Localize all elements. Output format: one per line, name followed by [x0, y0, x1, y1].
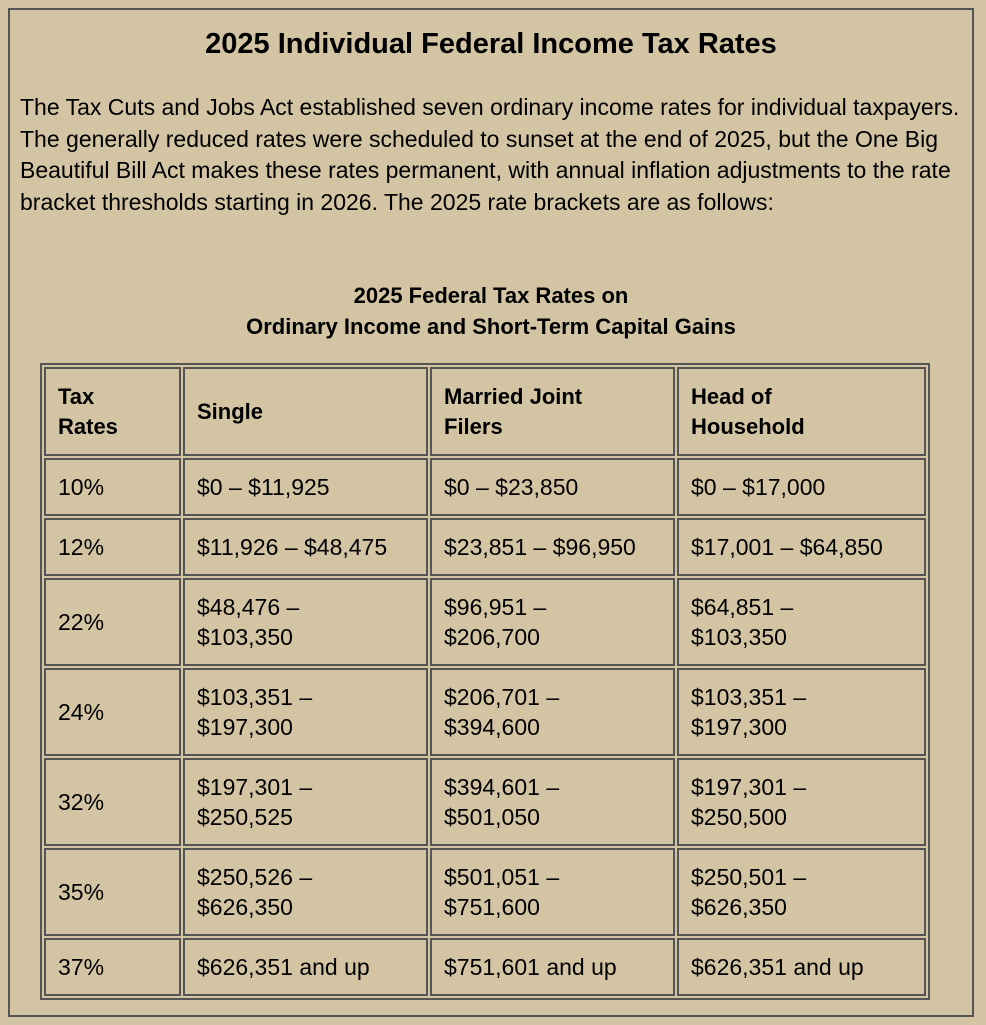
cell-text: $626,351 and up — [197, 954, 370, 980]
cell-text: $17,001 – $64,850 — [691, 534, 883, 560]
cell-single — [183, 668, 428, 756]
header-head-line-2: Household — [691, 413, 805, 439]
cell-single — [183, 938, 428, 996]
cell-text: $751,601 and up — [444, 954, 617, 980]
cell-rate: 37% — [44, 938, 181, 996]
table-title — [10, 280, 972, 342]
cell-text: $250,501 – — [691, 864, 807, 890]
table-row — [44, 458, 926, 516]
cell-text: $103,350 — [691, 624, 787, 650]
table-title-line-2: Ordinary Income and Short-Term Capital Gains — [246, 314, 736, 339]
cell-text: $250,525 — [197, 804, 293, 830]
cell-text: $197,300 — [197, 714, 293, 740]
tax-rates-table — [40, 363, 930, 1000]
header-married-line-1: Married Joint — [444, 383, 583, 409]
header-married-joint-filers — [430, 367, 675, 456]
cell-married — [430, 578, 675, 666]
cell-head — [677, 458, 926, 516]
cell-text: $394,601 – — [444, 774, 560, 800]
cell-text: $64,851 – — [691, 594, 794, 620]
cell-text: $48,476 – — [197, 594, 300, 620]
cell-text: $626,351 and up — [691, 954, 864, 980]
cell-rate: 35% — [44, 848, 181, 936]
table-row — [44, 668, 926, 756]
header-tax-rates-line-2: Rates — [58, 413, 118, 439]
cell-text: $206,700 — [444, 624, 540, 650]
cell-rate: 32% — [44, 758, 181, 846]
cell-rate: 22% — [44, 578, 181, 666]
cell-rate: 10% — [44, 458, 181, 516]
cell-head — [677, 758, 926, 846]
header-tax-rates — [44, 367, 181, 456]
cell-text: $0 – $23,850 — [444, 474, 579, 500]
cell-text: $394,600 — [444, 714, 540, 740]
header-single — [183, 367, 428, 456]
header-tax-rates-line-1: Tax — [58, 383, 95, 409]
cell-text: $23,851 – $96,950 — [444, 534, 636, 560]
cell-head — [677, 848, 926, 936]
cell-head — [677, 578, 926, 666]
cell-married — [430, 458, 675, 516]
cell-text: $103,350 — [197, 624, 293, 650]
cell-text: $0 – $17,000 — [691, 474, 826, 500]
table-row — [44, 758, 926, 846]
table-row — [44, 518, 926, 576]
cell-text: $501,051 – — [444, 864, 560, 890]
cell-married — [430, 518, 675, 576]
cell-text: $250,526 – — [197, 864, 313, 890]
cell-single — [183, 758, 428, 846]
table-row — [44, 578, 926, 666]
header-head-line-1: Head of — [691, 383, 772, 409]
cell-head — [677, 668, 926, 756]
cell-text: $626,350 — [197, 894, 293, 920]
intro-paragraph: The Tax Cuts and Jobs Act established seven ordinary income rates for individual taxpayers. The generally reduced rates were scheduled to sunset at the end of 2025, but the One Big Beautiful Bill Act makes these rates permanent, with annual inflation adjustments to the rate bracket thresholds starting in 2026. The 2025 rate brackets are as follows: — [20, 94, 960, 215]
table-row — [44, 848, 926, 936]
cell-text: $0 – $11,925 — [197, 474, 330, 500]
cell-single — [183, 578, 428, 666]
cell-rate: 24% — [44, 668, 181, 756]
cell-text: $206,701 – — [444, 684, 560, 710]
cell-text: $751,600 — [444, 894, 540, 920]
cell-rate: 12% — [44, 518, 181, 576]
cell-single — [183, 848, 428, 936]
cell-married — [430, 668, 675, 756]
page-title: 2025 Individual Federal Income Tax Rates — [205, 28, 777, 60]
table-row — [44, 938, 926, 996]
cell-text: $96,951 – — [444, 594, 547, 620]
cell-head — [677, 518, 926, 576]
table-header-row — [44, 367, 926, 456]
cell-married — [430, 758, 675, 846]
cell-text: $197,300 — [691, 714, 787, 740]
cell-married — [430, 848, 675, 936]
cell-text: $103,351 – — [197, 684, 313, 710]
header-married-line-2: Filers — [444, 413, 503, 439]
cell-text: $626,350 — [691, 894, 787, 920]
cell-text: $11,926 – $48,475 — [197, 534, 388, 560]
header-head-of-household — [677, 367, 926, 456]
cell-married — [430, 938, 675, 996]
cell-text: $103,351 – — [691, 684, 807, 710]
cell-single — [183, 518, 428, 576]
cell-text: $501,050 — [444, 804, 540, 830]
cell-text: $197,301 – — [691, 774, 807, 800]
header-single-line-1: Single — [197, 398, 264, 424]
cell-head — [677, 938, 926, 996]
cell-single — [183, 458, 428, 516]
cell-text: $250,500 — [691, 804, 787, 830]
cell-text: $197,301 – — [197, 774, 313, 800]
table-title-line-1: 2025 Federal Tax Rates on — [353, 283, 629, 308]
